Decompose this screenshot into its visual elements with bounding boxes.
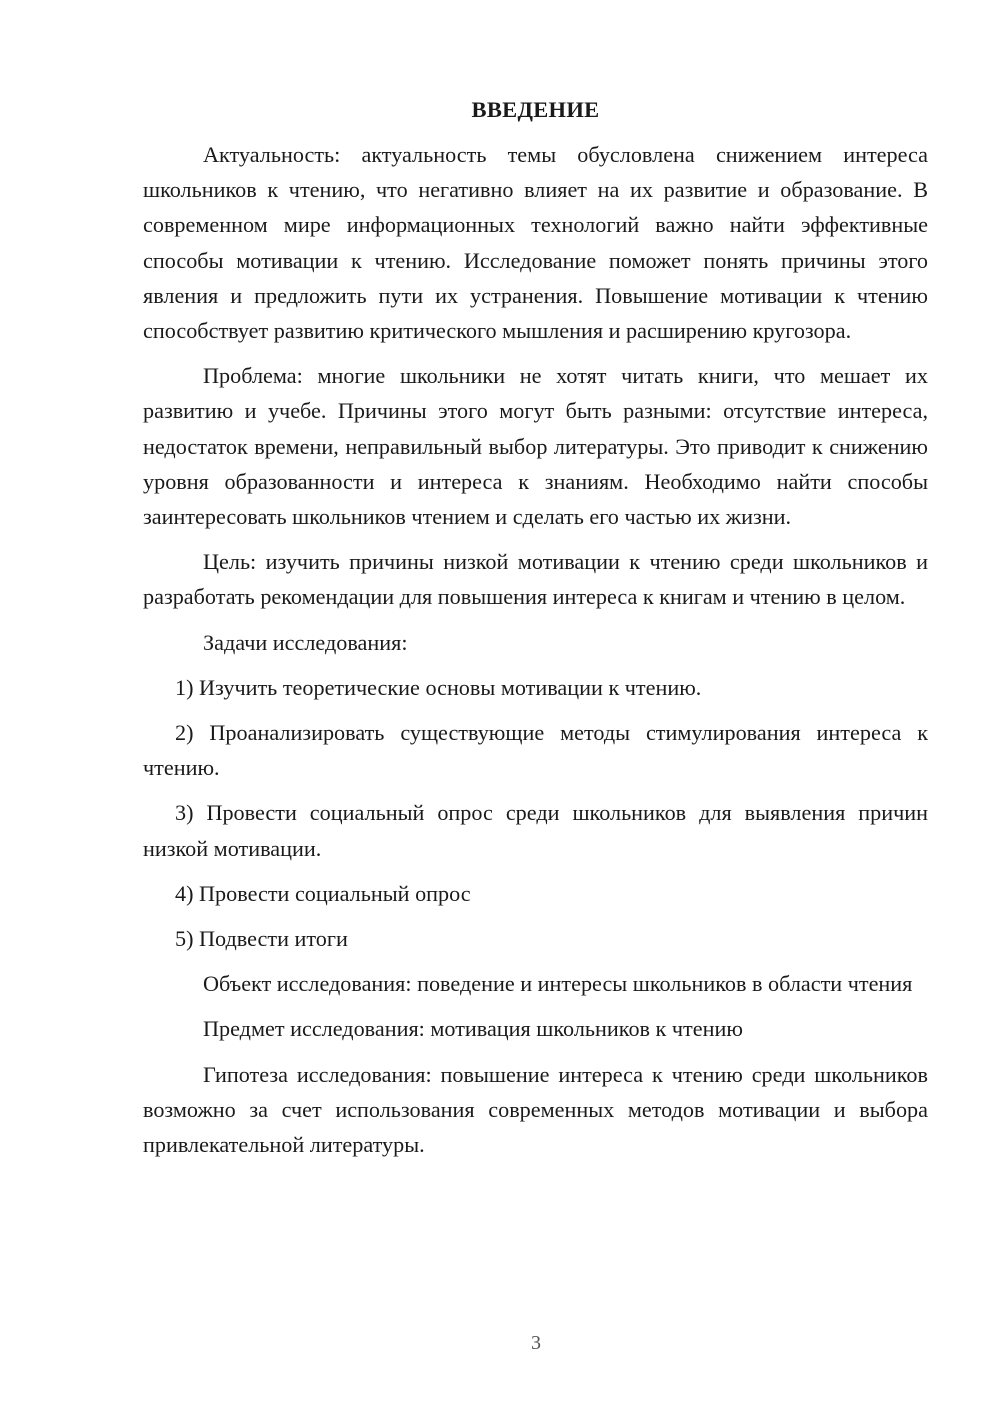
goal-paragraph: Цель: изучить причины низкой мотивации к чтению среди школьников и разработать рекомендации для повышения интереса к книгам и чтению в целом. — [143, 549, 928, 610]
problem-paragraph: Проблема: многие школьники не хотят читать книги, что мешает их развитию и учебе. Причины этого могут быть разными: отсутствие интереса, недостаток времени, неправильный выбор литературы. Это приводит к снижению уровня образованности и интереса к знаниям. Необходимо найти способы заинтересовать школьников чтением и сделать его частью их жизни. — [143, 363, 928, 530]
relevance-paragraph: Актуальность: актуальность темы обусловлена снижением интереса школьников к чтению, что негативно влияет на их развитие и образование. В современном мире информационных технологий важно найти эффективные способы мотивации к чтению. Исследование поможет понять причины этого явления и предложить пути их устранения. Повышение мотивации к чтению способствует развитию критического мышления и расширению кругозора. — [143, 142, 928, 344]
task-item: 5) Подвести итоги — [175, 926, 348, 952]
object-paragraph: Объект исследования: поведение и интересы школьников в области чтения — [203, 971, 913, 997]
section-title: ВВЕДЕНИЕ — [471, 97, 600, 122]
subject-paragraph: Предмет исследования: мотивация школьников к чтению — [203, 1016, 743, 1042]
task-item: 2) Проанализировать существующие методы стимулирования интереса к чтению. — [143, 720, 928, 781]
task-item: 4) Провести социальный опрос — [175, 880, 471, 906]
page-number: 3 — [531, 1332, 541, 1354]
task-item: 1) Изучить теоретические основы мотивации к чтению. — [175, 674, 702, 700]
task-item: 3) Провести социальный опрос среди школьников для выявления причин низкой мотивации. — [143, 800, 928, 861]
hypothesis-paragraph: Гипотеза исследования: повышение интереса к чтению среди школьников возможно за счет использования современных методов мотивации и выбора привлекательной литературы. — [143, 1061, 928, 1158]
document-page — [143, 92, 928, 1172]
tasks-heading: Задачи исследования: — [203, 629, 408, 655]
